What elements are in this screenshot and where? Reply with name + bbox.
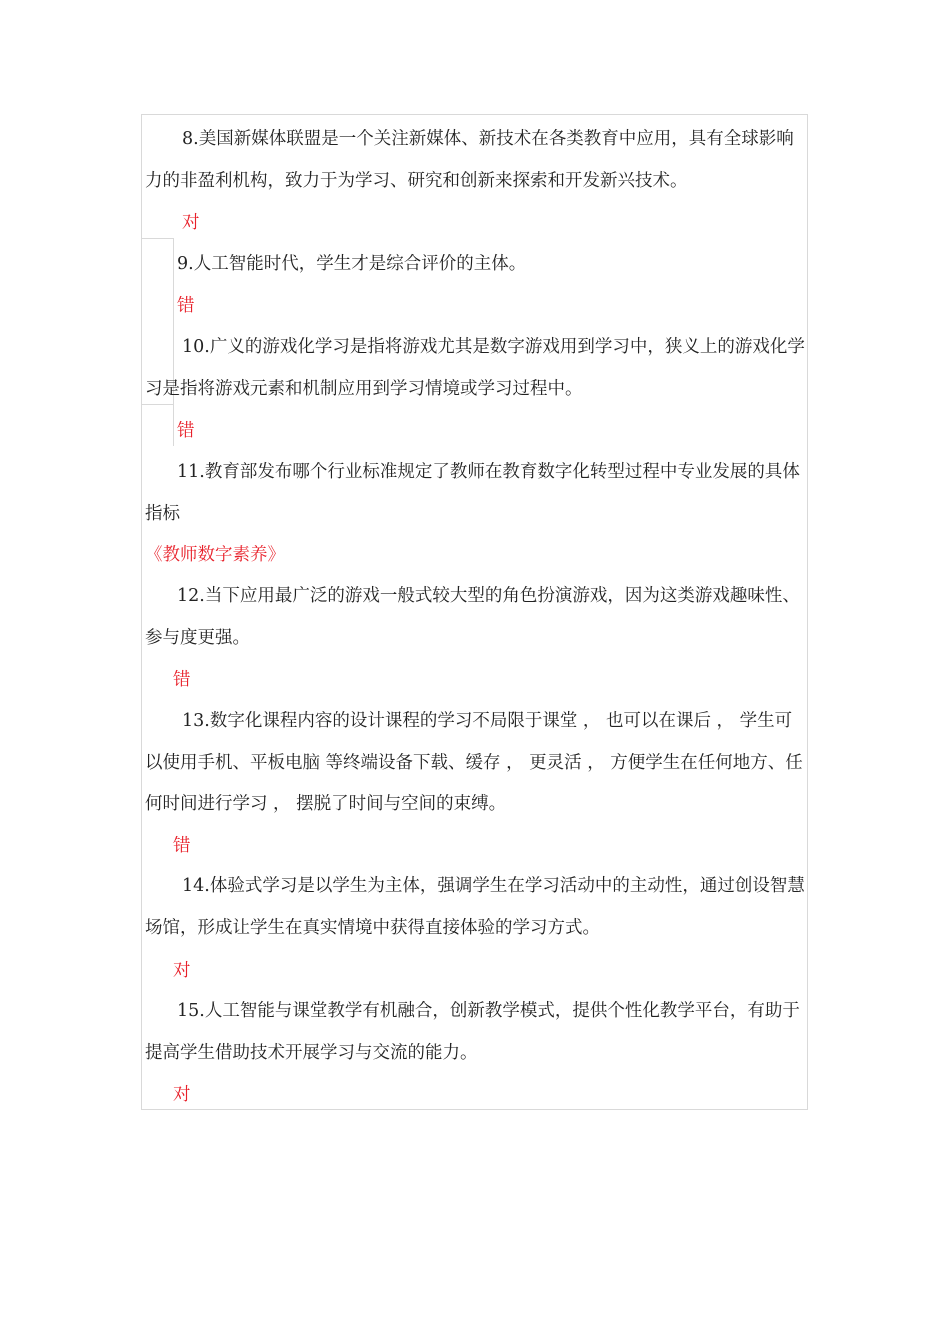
question-text: 9.人工智能时代，学生才是综合评价的主体。: [177, 254, 527, 274]
question-text: 14.体验式学习是以学生为主体，强调学生在学习活动中的主动性，通过创设智慧场馆，形成让学生在真实情境中获得直接体验的学习方式。: [145, 876, 805, 938]
question-text: 13.数字化课程内容的设计课程的学习不局限于课堂 ， 也可以在课后 ， 学生可以使用手机、平板电脑 等终端设备下载、缓存 ， 更灵活 ， 方便学生在任何地方、任何时间进行学习 ， 摆脱了时间与空间的束缚。: [145, 711, 803, 814]
answer-text: 对: [182, 213, 200, 233]
answer-text: 错: [177, 421, 195, 441]
answer-text: 错: [173, 836, 191, 856]
table-cell-border: [141, 404, 174, 446]
question-text: 12.当下应用最广泛的游戏一般式较大型的角色扮演游戏，因为这类游戏趣味性、参与度更强。: [145, 586, 800, 648]
answer-text: 错: [173, 670, 191, 690]
question-text: 11.教育部发布哪个行业标准规定了教师在教育数字化转型过程中专业发展的具体指标: [145, 462, 800, 524]
question-text: 8.美国新媒体联盟是一个关注新媒体、新技术在各类教育中应用，具有全球影响力的非盈利机构，致力于为学习、研究和创新来探索和开发新兴技术。: [145, 129, 794, 191]
question-text: 15.人工智能与课堂教学有机融合，创新教学模式，提供个性化教学平台，有助于提高学生借助技术开展学习与交流的能力。: [145, 1001, 800, 1063]
question-text: 10.广义的游戏化学习是指将游戏尤其是数字游戏用到学习中，狭义上的游戏化学习是指将游戏元素和机制应用到学习情境或学习过程中。: [145, 337, 805, 399]
answer-text: 错: [177, 296, 195, 316]
answer-text: 《教师数字素养》: [145, 545, 285, 565]
answer-text: 对: [173, 961, 191, 981]
answer-text: 对: [173, 1085, 191, 1105]
